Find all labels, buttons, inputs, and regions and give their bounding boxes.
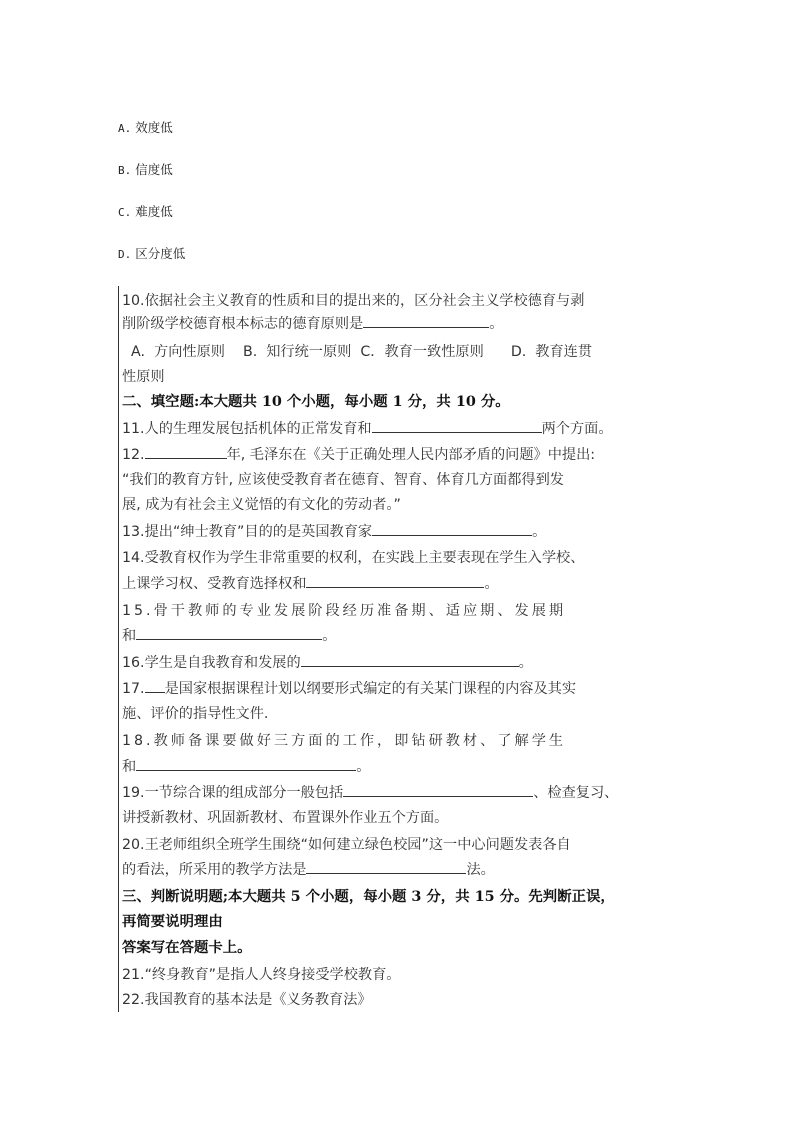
question-19-line-2: 讲授新教材、巩固新教材、布置课外作业五个方面。 xyxy=(122,810,449,826)
question-14-line-2: 上课学习权、受教育选择权和 。 xyxy=(122,576,499,592)
option-text: 区分度低 xyxy=(135,246,186,261)
answer-blank[interactable] xyxy=(372,419,542,433)
section-3-heading-line-2: 再简要说明理由 xyxy=(122,913,223,930)
section-3-heading-line-1: 三、判断说明题;本大题共 5 个小题，每小题 3 分，共 15 分。先判断正误， xyxy=(122,888,615,905)
question-20-line-2: 的看法，所采用的教学方法是 法。 xyxy=(122,862,495,878)
option-key: C. xyxy=(118,206,132,219)
question-22: 22.我国教育的基本法是《义务教育法》 xyxy=(122,992,372,1008)
answer-blank[interactable] xyxy=(136,757,356,771)
answer-blank[interactable] xyxy=(343,783,533,797)
answer-blank[interactable] xyxy=(136,626,322,640)
option-c xyxy=(118,204,173,221)
answer-blank[interactable] xyxy=(306,860,466,874)
option-a xyxy=(118,120,173,137)
question-19-line-1: 19.一节综合课的组成部分一般包括 、检查复习、 xyxy=(122,785,619,801)
question-15-line-1: 15.骨干教师的专业发展阶段经历准备期、适应期、发展期 xyxy=(122,603,567,619)
answer-blank[interactable] xyxy=(372,522,532,536)
option-d xyxy=(118,246,185,263)
question-18-line-2: 和 。 xyxy=(122,759,371,775)
question-15-line-2: 和 。 xyxy=(122,628,337,644)
section-3-heading-line-3: 答案写在答题卡上。 xyxy=(122,939,252,956)
exam-content-panel xyxy=(118,286,679,1012)
section-2-heading: 二、填空题:本大题共 10 个小题，每小题 1 分，共 10 分。 xyxy=(122,393,510,410)
question-10-line-4: 性原则 xyxy=(122,369,165,385)
option-text: 难度低 xyxy=(135,204,173,219)
question-17-line-2: 施、评价的指导性文件. xyxy=(122,706,269,722)
option-b xyxy=(118,162,173,179)
question-10-line-1: 10.依据社会主义教育的性质和目的提出来的，区分社会主义学校德育与剥 xyxy=(122,293,585,309)
option-key: B. xyxy=(118,164,132,177)
question-12-line-1: 12. 年, 毛泽东在《关于正确处理人民内部矛盾的问题》中提出: xyxy=(122,447,596,463)
question-17-line-1: 17. 是国家根据课程计划以纲要形式编定的有关某门课程的内容及其实 xyxy=(122,681,577,697)
answer-blank[interactable] xyxy=(145,445,227,459)
question-16: 16.学生是自我教育和发展的 。 xyxy=(122,655,533,671)
option-text: 效度低 xyxy=(135,120,173,135)
question-14-line-1: 14.受教育权作为学生非常重要的权利，在实践上主要表现在学生入学校、 xyxy=(122,550,585,566)
option-key: A. xyxy=(118,122,132,135)
answer-blank[interactable] xyxy=(301,653,519,667)
question-13: 13.提出“绅士教育”目的的是英国教育家 。 xyxy=(122,524,547,540)
question-18-line-1: 18.教师备课要做好三方面的工作，即钻研教材、了解学生 xyxy=(122,733,567,749)
answer-blank[interactable] xyxy=(145,679,165,693)
option-key: D. xyxy=(118,248,132,261)
question-21: 21.“终身教育”是指人人终身接受学校教育。 xyxy=(122,967,401,983)
question-20-line-1: 20.王老师组织全班学生围绕“如何建立绿色校园”这一中心问题发表各自 xyxy=(122,837,571,853)
question-10-choices: A. 方向性原则 B. 知行统一原则 C．教育一致性原则 D. 教育连贯 xyxy=(122,344,593,360)
answer-blank[interactable] xyxy=(306,574,484,588)
question-12-line-3: 展, 成为有社会主义觉悟的有文化的劳动者。” xyxy=(122,497,401,513)
question-11: 11.人的生理发展包括机体的正常发育和 两个方面。 xyxy=(122,421,613,437)
answer-blank[interactable] xyxy=(363,314,489,328)
question-12-line-2: “我们的教育方针, 应该使受教育者在德育、智育、体育几方面都得到发 xyxy=(122,472,564,488)
option-text: 信度低 xyxy=(135,162,173,177)
question-10-line-2: 削阶级学校德育根本标志的德育原则是 。 xyxy=(122,316,504,332)
